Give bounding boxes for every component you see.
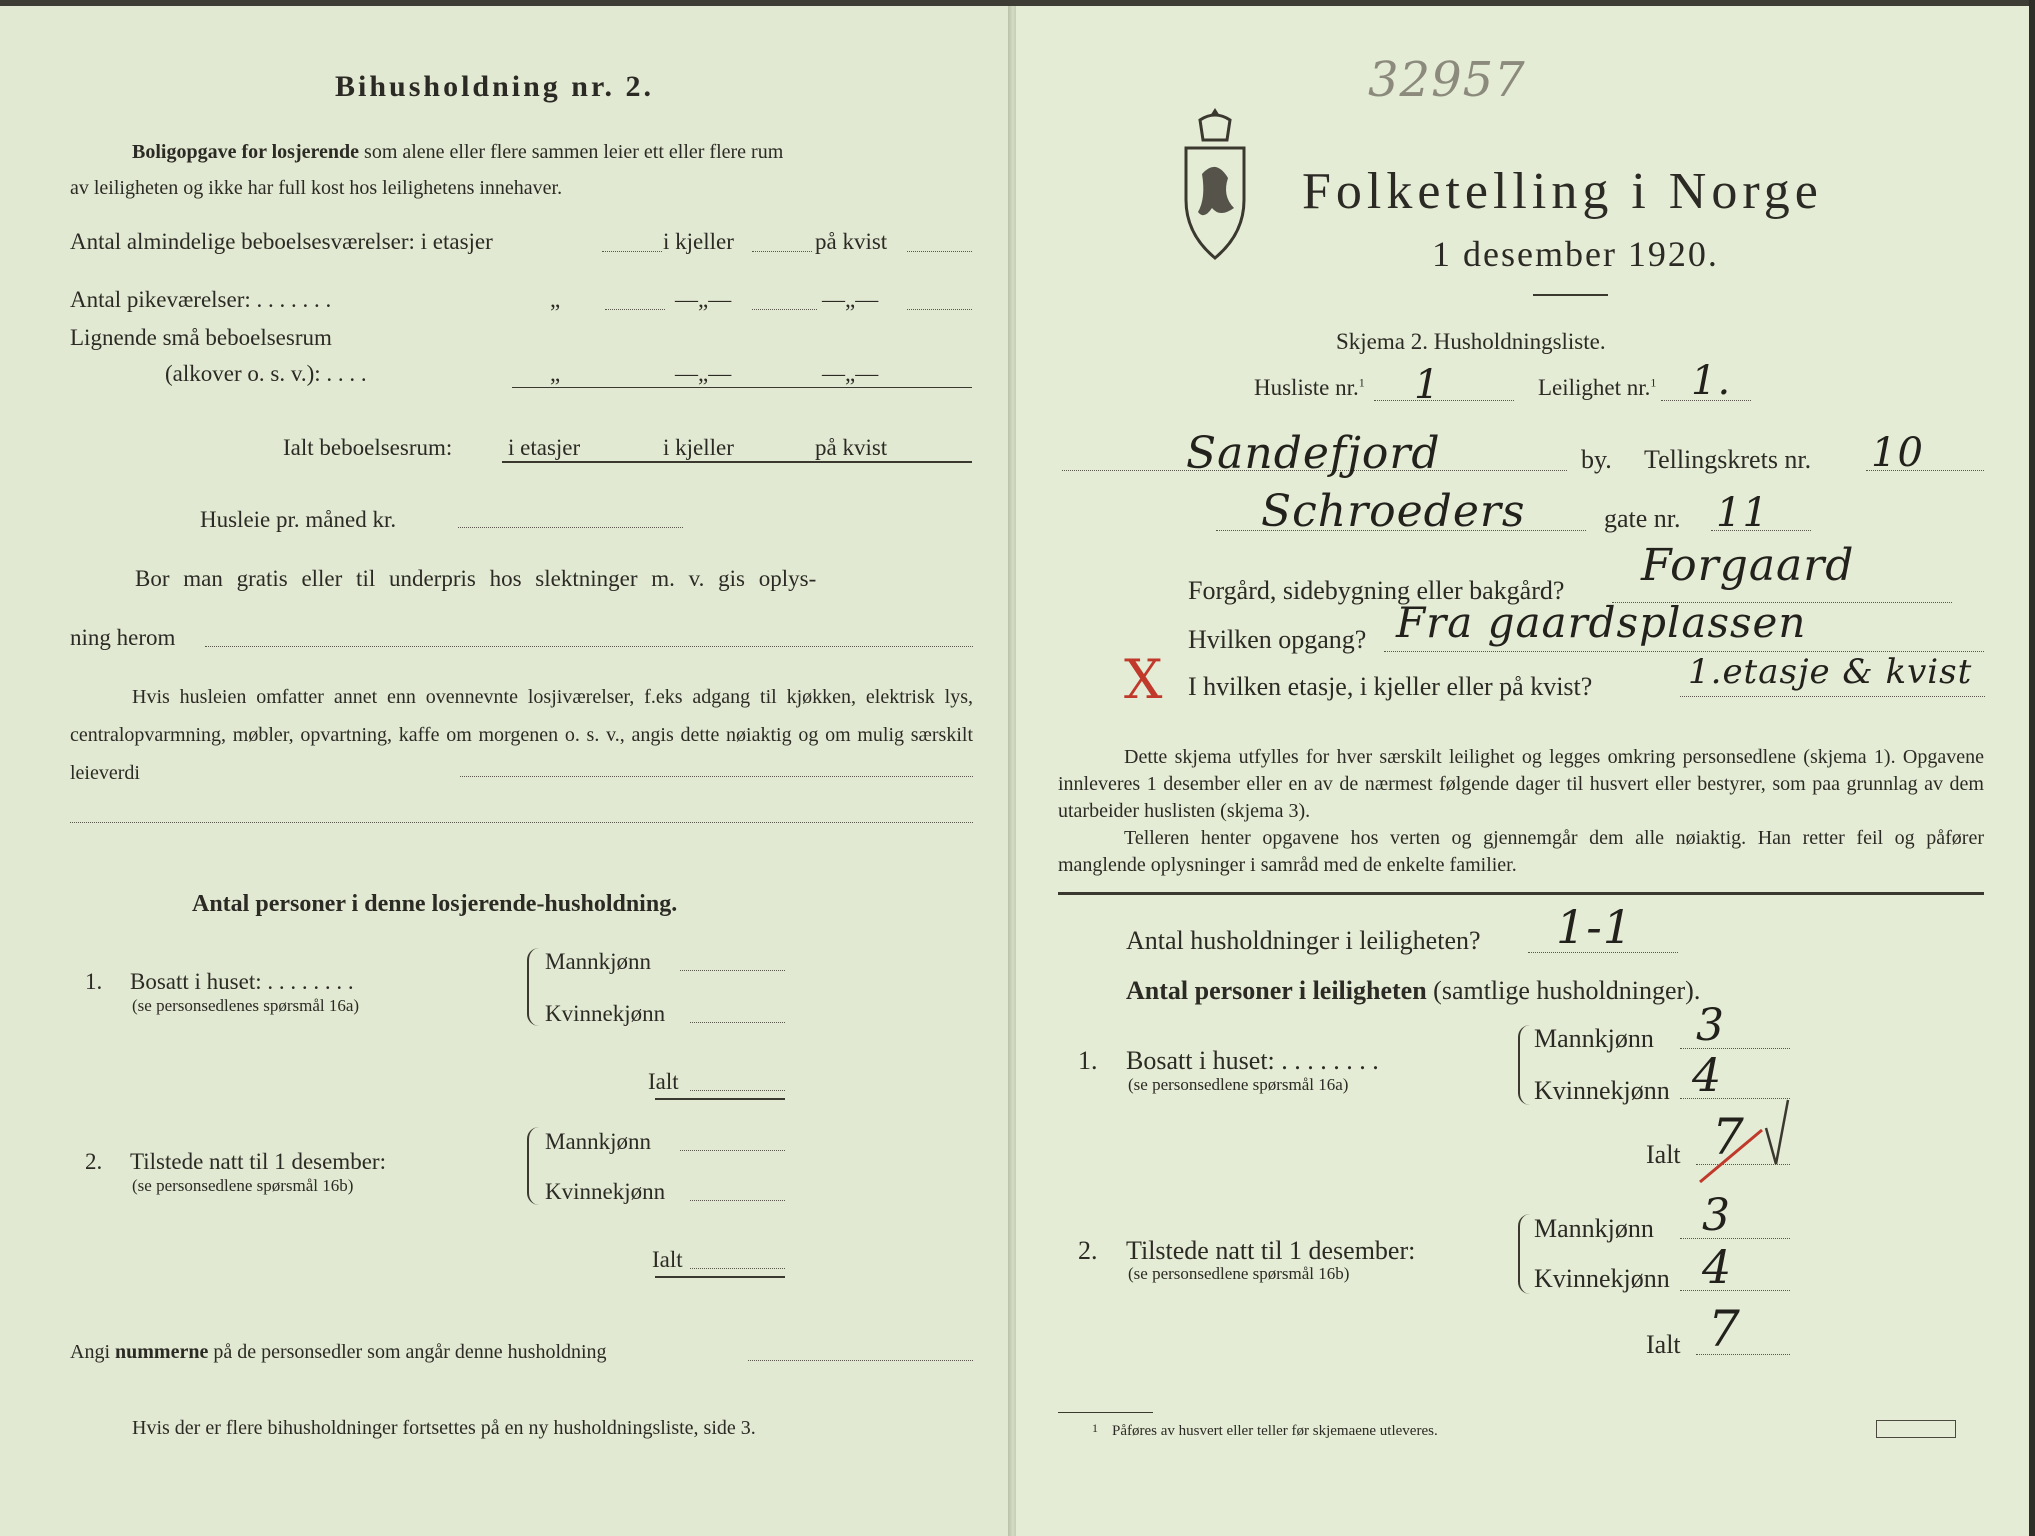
red-correction-mark-icon [1692,1090,1802,1190]
q1-brace [527,948,541,1026]
antal-pers-line [1126,978,1700,1004]
q2-ialt-field[interactable] [690,1268,785,1269]
opgang-label: Hvilken opgang? [1188,625,1367,654]
printer-stamp-icon [1876,1420,1956,1438]
antal-hush-value: 1-1 [1556,900,1634,954]
intro-bold: Boligopgave for losjerende [132,141,360,163]
rooms-kjeller: i kjeller [663,229,734,254]
rq1-kvinne-label: Kvinnekjønn [1534,1076,1670,1105]
lignende-line-2: (alkover o. s. v.): . . . . [165,361,367,386]
q1-ialt-label: Ialt [648,1069,679,1094]
pike-field-3[interactable] [907,309,972,310]
angi-rest: på de personsedler som angår denne husholdning [213,1341,607,1363]
ialt-rooms-rule [502,461,972,463]
rq2-ialt-label: Ialt [1646,1330,1681,1359]
rq1-brace [1518,1025,1532,1105]
rooms-label: Antal almindelige beboelsesværelser: i etasjer [70,229,493,254]
etasje-label: I hvilken etasje, i kjeller eller på kvist? [1188,672,1593,701]
rooms-kvist: på kvist [815,229,888,254]
q2-kvinne-field[interactable] [690,1200,785,1201]
rq2-mann-value: 3 [1702,1190,1731,1241]
opgang-value: Fra gaardsplassen [1396,598,1807,647]
gate-label: gate nr. [1604,504,1681,533]
rq2-kvinne-label: Kvinnekjønn [1534,1264,1670,1293]
red-mark: X [1124,648,1164,711]
q1-label: Bosatt i huset: . . . . . . . . [130,969,354,994]
ialt-kjeller: i kjeller [663,435,734,460]
footnote-rule [1058,1412,1153,1413]
angi-line [70,1342,607,1362]
section-rule [1058,892,1984,895]
antal-pers-rest: (samtlige husholdninger). [1433,976,1701,1005]
q1-sub: (se personsedlenes spørsmål 16a) [132,996,360,1015]
gate-nr-value: 11 [1716,490,1769,536]
rq2-num: 2. [1078,1236,1098,1265]
right-page [1016,0,2035,1536]
husliste-label: Husliste nr.$^1$ [1254,375,1365,400]
intro-line-1 [132,142,783,162]
q2-ialt-label: Ialt [652,1247,683,1272]
left-footer: Hvis der er flere bihusholdninger fortsettes på en ny husholdningsliste, side 3. [132,1417,756,1439]
q1-mann-field[interactable] [680,970,785,971]
antal-pers-bold: Antal personer i leiligheten [1126,976,1427,1005]
etasje-value: 1.etasje & kvist [1688,652,1973,692]
rq2-kvinne-value: 4 [1702,1240,1733,1294]
left-page [0,0,1010,1536]
q2-num: 2. [85,1149,103,1174]
title-rule [1533,294,1608,296]
by-value: Sandefjord [1186,428,1441,479]
scan-edge-top [0,0,2035,6]
ialt-etasjer: i etasjer [508,435,581,460]
q1-num: 1. [85,969,103,994]
folketelling-title: Folketelling i Norge [1302,163,1823,220]
etasje-field[interactable] [1680,696,1985,697]
rq2-mann-label: Mannkjønn [1534,1214,1654,1243]
angi-pre: Angi [70,1341,110,1363]
q1-kvinne-field[interactable] [690,1022,785,1023]
rq2-kvinne-field[interactable] [1680,1290,1790,1291]
rq1-label: Bosatt i huset: . . . . . . . . [1126,1046,1379,1075]
instructions-1: Dette skjema utfylles for hver særskilt leilighet og legges omkring personsedlene (skjema 1). Opgavene innleveres 1 desember eller en av de nærmest følgende dager til husvert eller bestyrer, som paa grunnlag av dem utarbeider huslisten (skjema 3). [1058,746,1984,822]
pike-ditto: „ [550,287,561,312]
pike-field-1[interactable] [605,309,665,310]
scan-edge-right [2029,0,2035,1536]
lignende-dash-1: —„— [675,361,732,386]
antal-heading: Antal personer i denne losjerende-husholdning. [192,891,678,917]
hvis-text: Hvis husleien omfatter annet enn ovennevnte losjiværelser, f.eks adgang til kjøkken, elektrisk lys, centralopvarmning, møbler, opvartning, kaffe om morgenen o. s. v., angis dette nøiaktig og om mulig særskilt leieverdi [70,686,973,784]
q1-ialt-field[interactable] [690,1090,785,1091]
bor-line-2: ning herom [70,625,176,650]
archive-mark: 32957 [1368,52,1526,108]
rq1-ialt-value: 7 [1712,1108,1745,1166]
rq1-kvinne-value: 4 [1692,1048,1723,1102]
rq2-sub: (se personsedlene spørsmål 16b) [1128,1264,1350,1283]
q2-sub: (se personsedlene spørsmål 16b) [132,1176,354,1195]
husleie-label: Husleie pr. måned kr. [200,507,397,532]
instructions-2: Telleren henter opgavene hos verten og gjennemgår dem alle nøiaktig. Han retter feil og påfører manglende oplysninger i samråd med de enkelte familier. [1058,827,1984,876]
angi-field[interactable] [748,1360,973,1361]
q1-ialt-rule [655,1098,785,1100]
ialt-rooms-label: Ialt beboelsesrum: [283,435,453,460]
rq1-mann-value: 3 [1696,1000,1725,1051]
rq2-brace [1518,1214,1532,1294]
rooms-kvist-field[interactable] [907,251,972,252]
rq2-mann-field[interactable] [1680,1238,1790,1239]
pike-field-2[interactable] [752,309,817,310]
forgard-value: Forgaard [1641,540,1855,591]
lignende-dash-2: —„— [822,361,879,386]
angi-bold: nummerne [115,1341,209,1363]
rooms-etasjer-field[interactable] [602,251,662,252]
coat-of-arms-icon [1180,104,1250,262]
pike-dash-2: —„— [822,287,879,312]
footnote: Påføres av husvert eller teller før skjemaene utleveres. [1112,1423,1438,1439]
rq2-ialt-value: 7 [1708,1300,1741,1358]
tellingskrets-value: 10 [1871,430,1924,476]
q2-ialt-rule [655,1276,785,1278]
census-date: 1 desember 1920. [1432,234,1719,274]
lignende-rule [512,387,972,388]
pike-dash-1: —„— [675,287,732,312]
husleie-field[interactable] [458,527,683,528]
rooms-kjeller-field[interactable] [752,251,812,252]
q2-mann-field[interactable] [680,1150,785,1151]
leilighet-label: Leilighet nr.$^1$ [1538,375,1657,400]
ialt-kvist: på kvist [815,435,888,460]
lignende-ditto: „ [550,361,561,386]
rq1-mann-label: Mannkjønn [1534,1024,1654,1053]
antal-hush-label: Antal husholdninger i leiligheten? [1126,926,1481,955]
rq1-num: 1. [1078,1046,1098,1075]
rq1-sub: (se personsedlene spørsmål 16a) [1128,1075,1349,1094]
q2-label: Tilstede natt til 1 desember: [130,1149,386,1174]
q1-mann-label: Mannkjønn [545,949,652,974]
leilighet-value: 1. [1691,358,1732,404]
husliste-value: 1 [1414,362,1441,408]
bihusholdning-title: Bihusholdning nr. 2. [335,70,655,103]
footnote-mark: 1 [1092,1421,1098,1435]
skjema-label: Skjema 2. Husholdningsliste. [1336,329,1606,354]
q2-mann-label: Mannkjønn [545,1129,652,1154]
q1-kvinne-label: Kvinnekjønn [545,1001,666,1026]
rq1-ialt-label: Ialt [1646,1140,1681,1169]
bor-field[interactable] [205,646,973,647]
tellingskrets-label: Tellingskrets nr. [1644,445,1812,474]
lignende-line-1: Lignende små beboelsesrum [70,325,332,350]
rq2-label: Tilstede natt til 1 desember: [1126,1236,1416,1265]
intro-line-2: av leiligheten og ikke har full kost hos leilighetens innehaver. [70,177,563,199]
leieverdi-field[interactable] [460,776,973,777]
husliste-field[interactable] [1374,400,1514,401]
by-label: by. [1581,445,1612,474]
gate-value: Schroeders [1261,486,1526,537]
pike-label: Antal pikeværelser: . . . . . . . [70,287,332,312]
bor-line-1: Bor man gratis eller til underpris hos slektninger m. v. gis oplys- [135,566,817,591]
q2-kvinne-label: Kvinnekjønn [545,1179,666,1204]
leieverdi-field-2[interactable] [70,822,973,823]
q2-brace [527,1127,541,1205]
forgard-label: Forgård, sidebygning eller bakgård? [1188,576,1565,605]
intro-rest: som alene eller flere sammen leier ett eller flere rum [364,141,784,163]
